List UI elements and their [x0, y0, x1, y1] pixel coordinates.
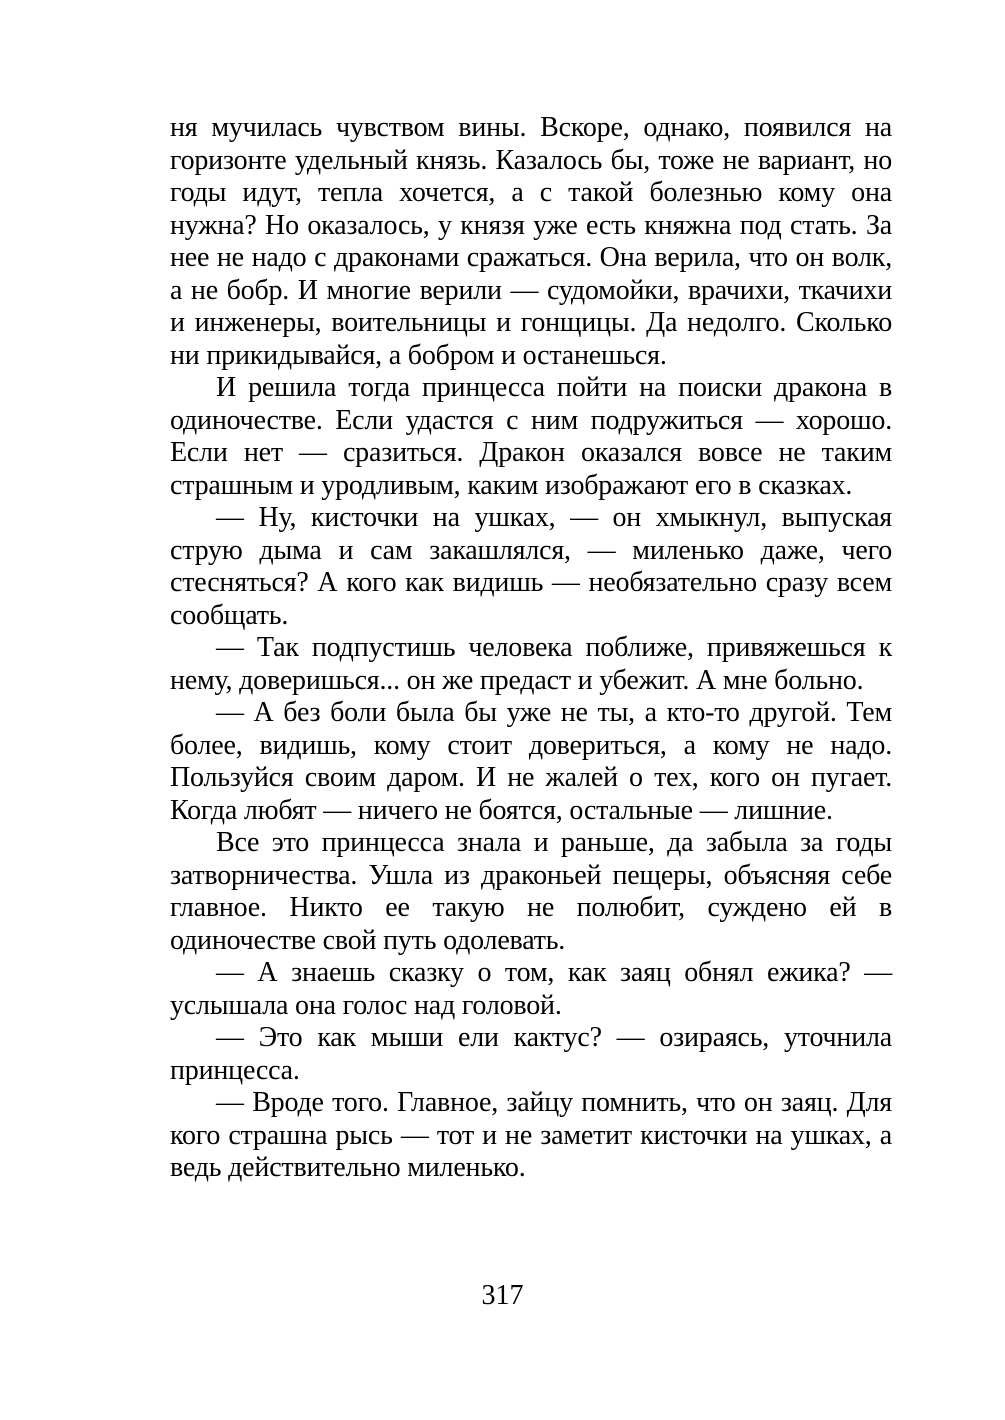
- page-text-block: [170, 112, 892, 1185]
- paragraph-dialogue: — Так подпустишь человека поближе, привяжешься к нему, доверишься... он же предаст и убежит. А мне больно.: [170, 632, 892, 696]
- paragraph-dialogue: — Вроде того. Главное, зайцу помнить, что он заяц. Для кого страшна рысь — тот и не заметит кисточки на ушках, а ведь действительно миленько.: [170, 1087, 892, 1183]
- paragraph: Все это принцесса знала и раньше, да забыла за годы затворничества. Ушла из драконьей пещеры, объясняя себе главное. Никто ее такую не полюбит, суждено ей в одиночестве свой путь одолевать.: [170, 827, 892, 956]
- paragraph-dialogue: — А без боли была бы уже не ты, а кто-то другой. Тем более, видишь, кому стоит довериться, а кому не надо. Пользуйся своим даром. И не жалей о тех, кого он пугает. Когда любят — ничего не боятся, остальные — лишние.: [170, 697, 892, 826]
- paragraph-dialogue: — Ну, кисточки на ушках, — он хмыкнул, выпуская струю дыма и сам закашлялся, — миленько даже, чего стесняться? А кого как видишь — необязательно сразу всем сообщать.: [170, 502, 892, 631]
- paragraph-continuation: ня мучилась чувством вины. Вскоре, однако, появился на горизонте удельный князь. Казалось бы, тоже не вариант, но годы идут, тепла хочется, а с такой болезнью кому она нужна? Но оказалось, у князя уже есть княжна под стать. За нее не надо с драконами сражаться. Она верила, что он волк, а не бобр. И многие верили — судомойки, врачихи, ткачихи и инженеры, воительницы и гонщицы. Да недолго. Сколько ни прикидывайся, а бобром и останешься.: [170, 112, 892, 371]
- paragraph-dialogue: — А знаешь сказку о том, как заяц обнял ежика? — услышала она голос над головой.: [170, 957, 892, 1021]
- page-number: 317: [481, 1280, 524, 1311]
- paragraph: И решила тогда принцесса пойти на поиски дракона в одиночестве. Если удастся с ним подружиться — хорошо. Если нет — сразиться. Дракон оказался вовсе не таким страшным и уродливым, каким изображают его в сказках.: [170, 372, 892, 501]
- paragraph-dialogue: — Это как мыши ели кактус? — озираясь, уточнила принцесса.: [170, 1022, 892, 1086]
